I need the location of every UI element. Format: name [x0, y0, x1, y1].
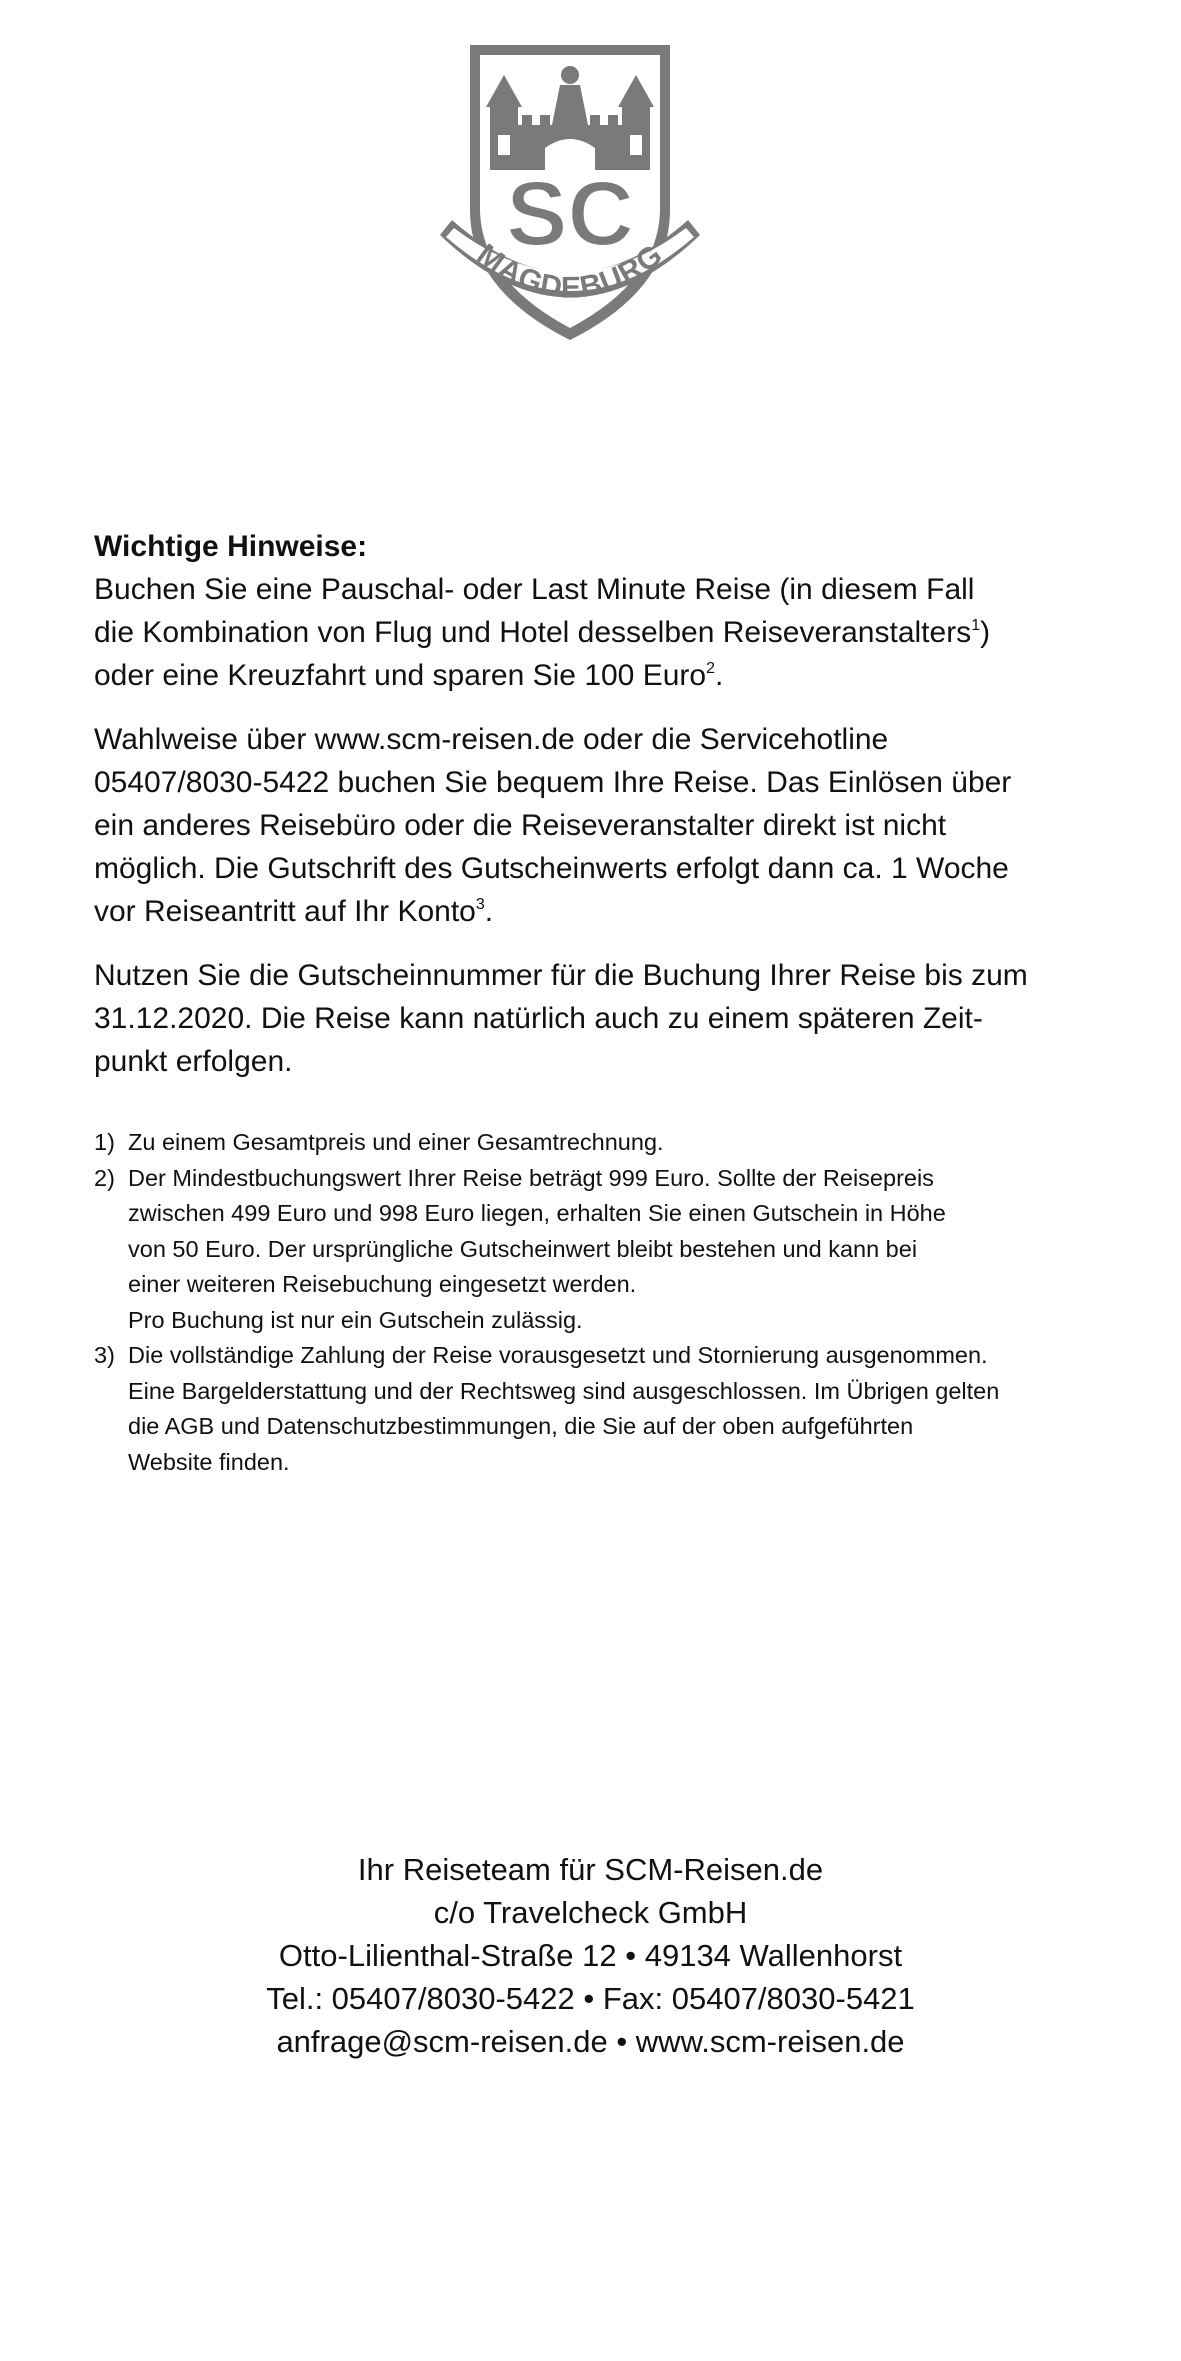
notice-p1-line2-end: ) — [980, 616, 991, 649]
footnote-number: 2) — [94, 1164, 115, 1191]
notice-p1-line2: die Kombination von Flug und Hotel desselben Reiseveranstalters — [94, 616, 972, 649]
contact-phone-fax: Tel.: 05407/8030-5422 • Fax: 05407/8030-5421 — [266, 1981, 915, 2016]
footnote-line: von 50 Euro. Der ursprüngliche Gutscheinwert bleibt bestehen und kann bei — [128, 1235, 918, 1262]
footnote-line: Website finden. — [128, 1448, 290, 1475]
notice-p2-line1: Wahlweise über www.scm-reisen.de oder die Servicehotline — [94, 723, 889, 756]
contact-team: Ihr Reiseteam für SCM-Reisen.de — [357, 1852, 824, 1887]
footnote-2 — [94, 1161, 1154, 1339]
logo-initials: SC — [506, 163, 634, 265]
logo-city: MAGDEBURG — [470, 237, 670, 305]
notice-p1-line3-end: . — [714, 659, 724, 692]
contact-block — [0, 1848, 1181, 2063]
notice-p2-line5: vor Reiseantritt auf Ihr Konto — [94, 895, 476, 928]
contact-company: c/o Travelcheck GmbH — [433, 1895, 748, 1930]
notice-p3-line3: punkt erfolgen. — [94, 1045, 293, 1078]
notice-p2-line5-end: . — [484, 895, 494, 928]
contact-address: Otto-Lilienthal-Straße 12 • 49134 Wallenhorst — [278, 1938, 903, 1973]
notice-p2-line3: ein anderes Reisebüro oder die Reiseveranstalter direkt ist nicht — [94, 809, 947, 842]
footnote-3 — [94, 1338, 1154, 1480]
footnote-line: zwischen 499 Euro und 998 Euro liegen, erhalten Sie einen Gutschein in Höhe — [128, 1200, 946, 1226]
notice-p2-line2: 05407/8030-5422 buchen Sie bequem Ihre Reise. Das Einlösen über — [94, 766, 1012, 799]
notice-p2-line4: möglich. Die Gutschrift des Gutscheinwerts erfolgt dann ca. 1 Woche — [94, 852, 1009, 885]
footnote-line: Eine Bargelderstattung und der Rechtsweg sind ausgeschlossen. Im Übrigen gelten — [128, 1377, 1000, 1404]
notice-p1-line1: Buchen Sie eine Pauschal- oder Last Minute Reise (in diesem Fall — [94, 573, 975, 606]
footnotes — [94, 1125, 1154, 1480]
footnote-1 — [94, 1125, 1154, 1161]
footnote-line: Zu einem Gesamtpreis und einer Gesamtrechnung. — [128, 1129, 664, 1155]
footnote-line: Die vollständige Zahlung der Reise vorausgesetzt und Stornierung ausgenommen. — [128, 1342, 988, 1368]
footnote-ref-3: 3 — [475, 896, 485, 913]
sc-magdeburg-logo — [430, 40, 710, 350]
footnote-number: 1) — [94, 1129, 115, 1155]
footnote-line: Pro Buchung ist nur ein Gutschein zulässig. — [128, 1306, 583, 1333]
notice-section — [94, 525, 1134, 1104]
notice-p1-line3: oder eine Kreuzfahrt und sparen Sie 100 Euro — [94, 659, 707, 692]
notice-paragraph-2 — [94, 718, 1134, 933]
footnote-line: die AGB und Datenschutzbestimmungen, die Sie auf der oben aufgeführten — [128, 1413, 914, 1439]
footnote-line: Der Mindestbuchungswert Ihrer Reise beträgt 999 Euro. Sollte der Reisepreis — [128, 1164, 934, 1191]
contact-email-web: anfrage@scm-reisen.de • www.scm-reisen.de — [276, 2024, 905, 2059]
notice-p3-line2: 31.12.2020. Die Reise kann natürlich auch zu einem späteren Zeit- — [94, 1002, 983, 1035]
footnote-ref-1: 1 — [971, 617, 981, 634]
notice-heading: Wichtige Hinweise: — [94, 530, 368, 563]
notice-paragraph-3 — [94, 954, 1134, 1083]
notice-paragraph-1 — [94, 568, 1134, 697]
notice-p3-line1: Nutzen Sie die Gutscheinnummer für die Buchung Ihrer Reise bis zum — [94, 959, 1028, 992]
footnote-line: einer weiteren Reisebuchung eingesetzt werden. — [128, 1271, 637, 1297]
footnote-number: 3) — [94, 1342, 115, 1368]
footnote-ref-2: 2 — [706, 660, 715, 677]
